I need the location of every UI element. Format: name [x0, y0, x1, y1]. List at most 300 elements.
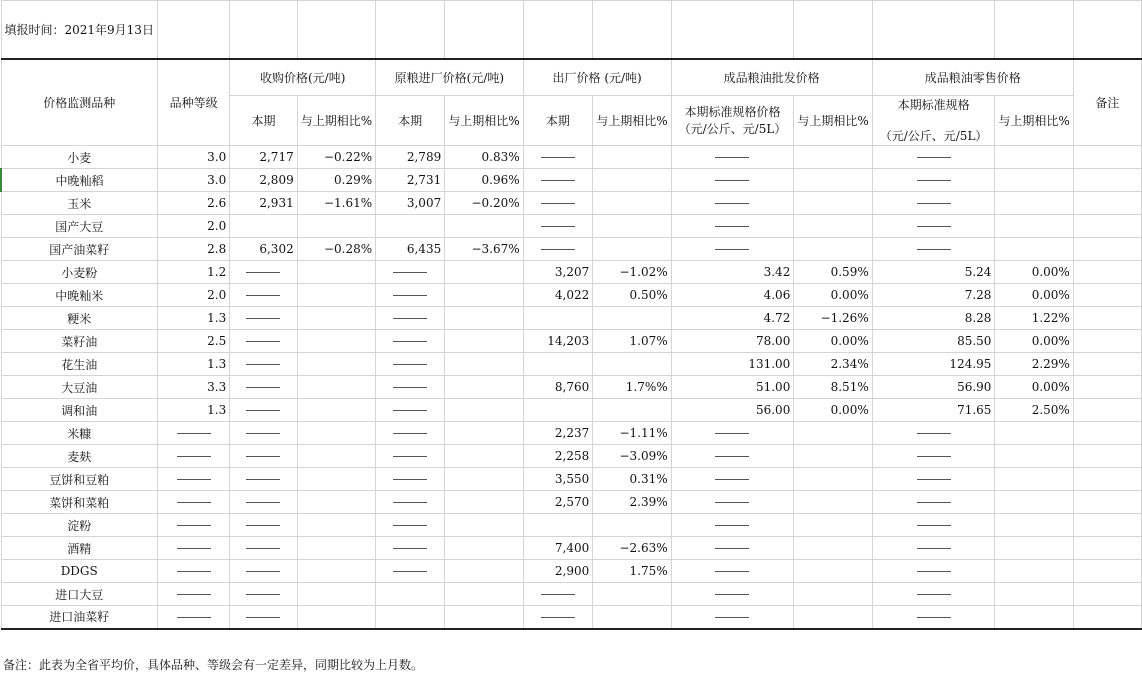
dash-mark	[177, 617, 211, 618]
cell-import-current	[376, 583, 445, 606]
cell-purchase-current	[230, 468, 297, 491]
import-yoy-value: 0.83%	[481, 150, 520, 164]
cell-variety	[1, 238, 157, 261]
dash-mark	[393, 548, 427, 549]
import-current-value: 2,731	[406, 173, 442, 187]
fill-date-row	[1, 1, 1142, 59]
cell-variety	[1, 445, 157, 468]
variety-value: 调和油	[61, 403, 98, 418]
dash-mark	[917, 525, 951, 526]
cell-purchase-yoy	[297, 169, 375, 192]
dash-mark	[393, 387, 427, 388]
cell-factory-yoy	[593, 238, 671, 261]
table-row	[1, 399, 1142, 422]
table-row	[1, 330, 1142, 353]
cell-remark	[1073, 514, 1141, 537]
header-purchase-yoy: 与上期相比%	[297, 96, 375, 146]
cell-remark	[1073, 537, 1141, 560]
grade-value: 2.6	[207, 196, 227, 210]
cell-grade	[157, 169, 229, 192]
dash-mark	[715, 548, 749, 549]
cell-wholesale-current	[671, 583, 794, 606]
cell-import-current	[376, 422, 445, 445]
cell-import-current	[376, 215, 445, 238]
cell-purchase-current	[230, 261, 297, 284]
factory-current-value: 8,760	[554, 380, 590, 394]
cell-import-yoy	[445, 192, 523, 215]
cell-variety	[1, 146, 157, 169]
factory-yoy-value: −1.11%	[619, 426, 668, 440]
fill-date-cell	[1, 1, 157, 59]
dash-mark	[715, 594, 749, 595]
factory-yoy-value: 1.07%	[629, 334, 668, 348]
factory-yoy-value: 1.7%%	[625, 380, 668, 394]
cell-remark	[1073, 468, 1141, 491]
variety-value: 小麦	[67, 150, 92, 165]
cell-import-yoy	[445, 514, 523, 537]
dash-mark	[917, 456, 951, 457]
variety-value: 小麦粉	[61, 265, 98, 280]
cell-import-yoy	[445, 583, 523, 606]
cell-retail-current	[872, 376, 995, 399]
cell-variety	[1, 307, 157, 330]
factory-current-value: 2,258	[554, 449, 590, 463]
variety-value: 中晚籼稻	[55, 173, 104, 188]
cell-wholesale-current	[671, 353, 794, 376]
retail-yoy-value: 0.00%	[1031, 265, 1070, 279]
cell-purchase-current	[230, 284, 297, 307]
cell-wholesale-yoy	[794, 583, 872, 606]
cell-wholesale-yoy	[794, 399, 872, 422]
dash-mark	[715, 525, 749, 526]
dash-mark	[177, 525, 211, 526]
cell-wholesale-current	[671, 238, 794, 261]
cell-wholesale-yoy	[794, 376, 872, 399]
variety-value: 大豆油	[61, 380, 98, 395]
table-row	[1, 169, 1142, 192]
wholesale-yoy-value: 0.00%	[830, 288, 869, 302]
cell-retail-yoy	[995, 330, 1073, 353]
header-retail-std-line1: 本期标准规格	[897, 97, 970, 112]
cell-purchase-current	[230, 491, 297, 514]
table-row	[1, 376, 1142, 399]
cell-wholesale-current	[671, 491, 794, 514]
dash-mark	[917, 433, 951, 434]
header-factory-yoy: 与上期相比%	[593, 96, 671, 146]
cell-wholesale-current	[671, 560, 794, 583]
cell-factory-current	[523, 468, 593, 491]
import-yoy-value: −3.67%	[471, 242, 520, 256]
dash-mark	[917, 226, 951, 227]
table-row	[1, 284, 1142, 307]
cell-wholesale-current	[671, 284, 794, 307]
cell-remark	[1073, 422, 1141, 445]
retail-yoy-value: 0.00%	[1031, 380, 1070, 394]
grade-value: 2.0	[207, 219, 227, 233]
dash-mark	[177, 594, 211, 595]
variety-value: DDGS	[60, 564, 98, 578]
cell-wholesale-yoy	[794, 307, 872, 330]
dash-mark	[246, 410, 280, 411]
cell-import-current	[376, 238, 445, 261]
cell-import-current	[376, 491, 445, 514]
dash-mark	[715, 617, 749, 618]
table-row	[1, 353, 1142, 376]
cell-wholesale-yoy	[794, 537, 872, 560]
dash-mark	[246, 571, 280, 572]
cell-wholesale-current	[671, 261, 794, 284]
cell-purchase-current	[230, 445, 297, 468]
cell-factory-current	[523, 169, 593, 192]
retail-current-value: 7.28	[964, 288, 992, 302]
factory-current-value: 2,570	[554, 495, 590, 509]
header-remark: 备注	[1073, 59, 1141, 146]
dash-mark	[246, 617, 280, 618]
wholesale-yoy-value: 0.00%	[830, 334, 869, 348]
cell-factory-current	[523, 537, 593, 560]
variety-value: 国产油菜籽	[49, 242, 110, 257]
cell-retail-yoy	[995, 284, 1073, 307]
cell-wholesale-yoy	[794, 606, 872, 629]
cell-import-current	[376, 353, 445, 376]
cell-wholesale-yoy	[794, 169, 872, 192]
cell-retail-yoy	[995, 445, 1073, 468]
dash-mark	[177, 571, 211, 572]
dash-mark	[246, 387, 280, 388]
cell-factory-yoy	[593, 422, 671, 445]
cell-grade	[157, 192, 229, 215]
table-row	[1, 491, 1142, 514]
cell-remark	[1073, 146, 1141, 169]
header-wholesale-std: 本期标准规格价格（元/公斤、元/5L）	[671, 96, 794, 146]
cell-purchase-yoy	[297, 330, 375, 353]
dash-mark	[393, 410, 427, 411]
cell-factory-current	[523, 215, 593, 238]
cell-factory-current	[523, 583, 593, 606]
wholesale-current-value: 56.00	[755, 403, 791, 417]
dash-mark	[393, 341, 427, 342]
retail-current-value: 56.90	[957, 380, 992, 394]
variety-value: 花生油	[61, 357, 98, 372]
cell-grade	[157, 284, 229, 307]
dash-mark	[393, 318, 427, 319]
cell-wholesale-yoy	[794, 445, 872, 468]
cell-factory-yoy	[593, 215, 671, 238]
wholesale-current-value: 78.00	[755, 334, 791, 348]
cell-purchase-yoy	[297, 583, 375, 606]
cell-factory-current	[523, 146, 593, 169]
cell-wholesale-current	[671, 146, 794, 169]
purchase-yoy-value: −0.28%	[323, 242, 373, 256]
cell-factory-current	[523, 192, 593, 215]
variety-value: 菜籽油	[61, 334, 98, 349]
table-row	[1, 192, 1142, 215]
dash-mark	[541, 180, 575, 181]
fill-date: 填报时间：2021年9月13日	[4, 22, 154, 37]
cell-wholesale-current	[671, 514, 794, 537]
header-purchase: 收购价格(元/吨)	[230, 59, 376, 96]
cell-factory-current	[523, 307, 593, 330]
purchase-yoy-value: −1.61%	[323, 196, 373, 210]
cell-variety	[1, 514, 157, 537]
cell-grade	[157, 560, 229, 583]
dash-mark	[715, 226, 749, 227]
table-row	[1, 146, 1142, 169]
header-retail-yoy: 与上期相比%	[995, 96, 1073, 146]
wholesale-yoy-value: 8.51%	[830, 380, 869, 394]
cell-import-yoy	[445, 284, 523, 307]
grade-value: 1.2	[207, 265, 227, 279]
cell-purchase-yoy	[297, 560, 375, 583]
variety-value: 进口油菜籽	[49, 610, 110, 625]
cell-wholesale-current	[671, 192, 794, 215]
factory-yoy-value: 0.50%	[629, 288, 668, 302]
dash-mark	[917, 502, 951, 503]
cell-wholesale-current	[671, 215, 794, 238]
cell-retail-current	[872, 330, 995, 353]
cell-retail-yoy	[995, 468, 1073, 491]
cell-purchase-yoy	[297, 307, 375, 330]
cell-retail-current	[872, 445, 995, 468]
dash-mark	[917, 180, 951, 181]
cell-retail-yoy	[995, 560, 1073, 583]
cell-factory-yoy	[593, 353, 671, 376]
cell-import-yoy	[445, 560, 523, 583]
header-import-yoy: 与上期相比%	[445, 96, 523, 146]
cell-variety	[1, 537, 157, 560]
retail-yoy-value: 2.50%	[1031, 403, 1070, 417]
dash-mark	[715, 157, 749, 158]
retail-yoy-value: 1.22%	[1031, 311, 1070, 325]
cell-variety	[1, 192, 157, 215]
cell-wholesale-yoy	[794, 491, 872, 514]
factory-yoy-value: −2.63%	[619, 541, 668, 555]
cell-remark	[1073, 353, 1141, 376]
cell-variety	[1, 606, 157, 629]
cell-wholesale-yoy	[794, 284, 872, 307]
dash-mark	[541, 594, 575, 595]
cell-import-yoy	[445, 468, 523, 491]
cell-factory-yoy	[593, 376, 671, 399]
grade-value: 3.3	[207, 380, 227, 394]
table-row	[1, 238, 1142, 261]
retail-current-value: 124.95	[949, 357, 992, 371]
cell-wholesale-yoy	[794, 192, 872, 215]
cell-variety	[1, 330, 157, 353]
factory-yoy-value: 2.39%	[629, 495, 668, 509]
cell-variety	[1, 215, 157, 238]
factory-current-value: 7,400	[554, 541, 590, 555]
cell-retail-yoy	[995, 238, 1073, 261]
cell-purchase-current	[230, 560, 297, 583]
cell-factory-current	[523, 330, 593, 353]
variety-value: 进口大豆	[55, 587, 104, 602]
cell-wholesale-yoy	[794, 238, 872, 261]
wholesale-yoy-value: 0.59%	[830, 265, 869, 279]
cell-remark	[1073, 330, 1141, 353]
cell-grade	[157, 537, 229, 560]
dash-mark	[177, 433, 211, 434]
cell-wholesale-current	[671, 445, 794, 468]
wholesale-current-value: 4.06	[763, 288, 791, 302]
dash-mark	[246, 318, 280, 319]
cell-grade	[157, 353, 229, 376]
cell-retail-yoy	[995, 215, 1073, 238]
cell-grade	[157, 330, 229, 353]
cell-factory-yoy	[593, 514, 671, 537]
dash-mark	[715, 571, 749, 572]
retail-yoy-value: 0.00%	[1031, 334, 1070, 348]
cell-factory-current	[523, 445, 593, 468]
cell-retail-yoy	[995, 514, 1073, 537]
cell-wholesale-yoy	[794, 422, 872, 445]
cell-grade	[157, 399, 229, 422]
cell-grade	[157, 445, 229, 468]
cell-retail-yoy	[995, 399, 1073, 422]
cell-import-current	[376, 261, 445, 284]
cell-import-yoy	[445, 146, 523, 169]
cell-import-yoy	[445, 537, 523, 560]
cell-import-yoy	[445, 169, 523, 192]
dash-mark	[246, 502, 280, 503]
purchase-current-value: 2,809	[259, 173, 294, 187]
cell-wholesale-yoy	[794, 146, 872, 169]
wholesale-current-value: 131.00	[748, 357, 791, 371]
cell-retail-yoy	[995, 307, 1073, 330]
cell-purchase-current	[230, 169, 297, 192]
cell-grade	[157, 583, 229, 606]
cell-purchase-yoy	[297, 399, 375, 422]
table-row	[1, 445, 1142, 468]
cell-purchase-yoy	[297, 261, 375, 284]
cell-remark	[1073, 261, 1141, 284]
header-purchase-current: 本期	[230, 96, 297, 146]
dash-mark	[541, 249, 575, 250]
cell-factory-current	[523, 422, 593, 445]
header-wholesale: 成品粮油批发价格	[671, 59, 872, 96]
table-row	[1, 537, 1142, 560]
dash-mark	[917, 548, 951, 549]
cell-factory-yoy	[593, 307, 671, 330]
variety-value: 淀粉	[67, 518, 92, 533]
cell-factory-yoy	[593, 537, 671, 560]
purchase-current-value: 2,717	[259, 150, 294, 164]
cell-remark	[1073, 238, 1141, 261]
cell-purchase-yoy	[297, 376, 375, 399]
cell-retail-yoy	[995, 261, 1073, 284]
cell-factory-yoy	[593, 192, 671, 215]
header-retail-std-line2: （元/公斤、元/5L）	[879, 128, 988, 143]
header-variety: 价格监测品种	[1, 59, 157, 146]
dash-mark	[715, 203, 749, 204]
cell-factory-yoy	[593, 491, 671, 514]
cell-variety	[1, 422, 157, 445]
cell-retail-current	[872, 399, 995, 422]
variety-value: 豆饼和豆粕	[49, 472, 110, 487]
cell-factory-yoy	[593, 606, 671, 629]
cell-import-yoy	[445, 330, 523, 353]
dash-mark	[177, 548, 211, 549]
dash-mark	[541, 203, 575, 204]
cell-import-current	[376, 169, 445, 192]
factory-yoy-value: −3.09%	[619, 449, 668, 463]
cell-purchase-current	[230, 606, 297, 629]
cell-remark	[1073, 491, 1141, 514]
table-row	[1, 583, 1142, 606]
cell-factory-yoy	[593, 330, 671, 353]
cell-factory-current	[523, 376, 593, 399]
factory-current-value: 4,022	[554, 288, 590, 302]
cell-wholesale-current	[671, 422, 794, 445]
cell-remark	[1073, 192, 1141, 215]
cell-purchase-yoy	[297, 238, 375, 261]
cell-purchase-current	[230, 146, 297, 169]
cell-variety	[1, 284, 157, 307]
variety-value: 玉米	[67, 196, 92, 211]
cell-grade	[157, 491, 229, 514]
table-row	[1, 215, 1142, 238]
table-row	[1, 422, 1142, 445]
factory-yoy-value: 1.75%	[629, 564, 668, 578]
dash-mark	[715, 433, 749, 434]
cell-purchase-yoy	[297, 215, 375, 238]
import-yoy-value: 0.96%	[481, 173, 520, 187]
cell-import-current	[376, 606, 445, 629]
cell-import-yoy	[445, 261, 523, 284]
cell-import-current	[376, 514, 445, 537]
dash-mark	[246, 548, 280, 549]
cell-remark	[1073, 399, 1141, 422]
grade-value: 1.3	[207, 357, 227, 371]
purchase-yoy-value: 0.29%	[334, 173, 373, 187]
cell-purchase-current	[230, 307, 297, 330]
cell-factory-current	[523, 238, 593, 261]
cell-grade	[157, 307, 229, 330]
cell-wholesale-yoy	[794, 215, 872, 238]
cell-import-current	[376, 468, 445, 491]
dash-mark	[393, 272, 427, 273]
wholesale-current-value: 51.00	[755, 380, 791, 394]
cell-purchase-yoy	[297, 514, 375, 537]
cell-wholesale-current	[671, 468, 794, 491]
cell-purchase-yoy	[297, 606, 375, 629]
variety-value: 粳米	[67, 311, 92, 326]
cell-retail-yoy	[995, 422, 1073, 445]
dash-mark	[246, 341, 280, 342]
cell-wholesale-yoy	[794, 261, 872, 284]
cell-purchase-yoy	[297, 284, 375, 307]
table-row	[1, 606, 1142, 629]
cell-purchase-yoy	[297, 468, 375, 491]
cell-purchase-current	[230, 399, 297, 422]
cell-import-yoy	[445, 238, 523, 261]
dash-mark	[917, 157, 951, 158]
cell-wholesale-yoy	[794, 353, 872, 376]
cell-purchase-current	[230, 422, 297, 445]
cell-import-yoy	[445, 215, 523, 238]
cell-remark	[1073, 583, 1141, 606]
dash-mark	[917, 249, 951, 250]
purchase-yoy-value: −0.22%	[323, 150, 373, 164]
retail-current-value: 5.24	[964, 265, 992, 279]
cell-import-yoy	[445, 307, 523, 330]
cell-wholesale-current	[671, 606, 794, 629]
grade-value: 3.0	[207, 150, 227, 164]
dash-mark	[541, 157, 575, 158]
cell-factory-current	[523, 606, 593, 629]
cell-purchase-yoy	[297, 445, 375, 468]
grade-value: 1.3	[207, 403, 227, 417]
